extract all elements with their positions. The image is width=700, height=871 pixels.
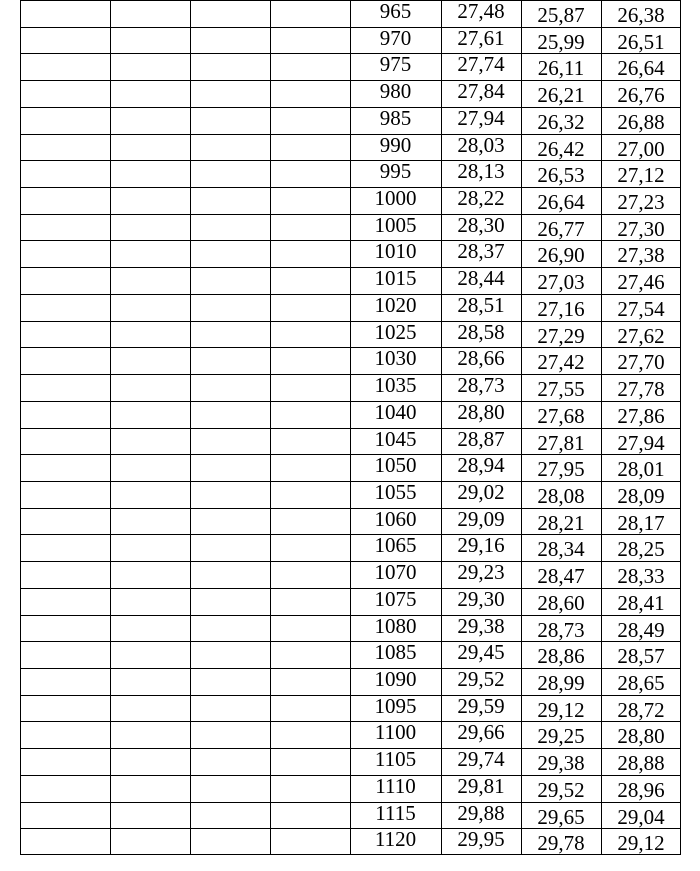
table-cell: 26,88 bbox=[617, 109, 665, 134]
table-cell: 26,77 bbox=[537, 216, 585, 241]
table-cell: 29,23 bbox=[457, 560, 505, 585]
table-cell: 27,61 bbox=[457, 25, 505, 50]
table-cell: 28,94 bbox=[457, 453, 505, 478]
table-cell: 1035 bbox=[374, 373, 417, 398]
table-cell: 28,34 bbox=[537, 537, 585, 562]
table-cell: 29,88 bbox=[457, 800, 505, 825]
table-cell: 995 bbox=[379, 159, 412, 184]
table-cell: 27,62 bbox=[617, 323, 665, 348]
table-cell: 28,72 bbox=[617, 697, 665, 722]
table-cell: 28,47 bbox=[537, 564, 585, 589]
table-cell: 29,30 bbox=[457, 586, 505, 611]
table-cell: 29,66 bbox=[457, 720, 505, 745]
table-cell: 27,03 bbox=[537, 270, 585, 295]
table-cell: 28,13 bbox=[457, 159, 505, 184]
table-cell: 1005 bbox=[374, 212, 417, 237]
table-cell: 26,11 bbox=[537, 56, 585, 81]
table-cell: 28,87 bbox=[457, 426, 505, 451]
table-cell: 1060 bbox=[374, 506, 417, 531]
table-row bbox=[20, 347, 681, 374]
table-cell: 27,55 bbox=[537, 377, 585, 402]
table-cell: 1045 bbox=[374, 426, 417, 451]
table-cell: 27,29 bbox=[537, 323, 585, 348]
table-cell: 28,80 bbox=[457, 399, 505, 424]
table-cell: 985 bbox=[379, 105, 412, 130]
table-row bbox=[20, 160, 681, 187]
table-cell: 29,38 bbox=[457, 613, 505, 638]
table-row bbox=[20, 561, 681, 588]
table-cell: 28,60 bbox=[537, 590, 585, 615]
table-row bbox=[20, 481, 681, 508]
table-cell: 27,30 bbox=[617, 216, 665, 241]
table-row bbox=[20, 802, 681, 829]
table-cell: 27,94 bbox=[617, 430, 665, 455]
table-cell: 27,81 bbox=[537, 430, 585, 455]
table-row bbox=[20, 615, 681, 642]
table-row bbox=[20, 775, 681, 802]
table-cell: 28,41 bbox=[617, 590, 665, 615]
table-cell: 28,99 bbox=[537, 670, 585, 695]
table-cell: 29,45 bbox=[457, 640, 505, 665]
table-row bbox=[20, 588, 681, 615]
table-cell: 28,51 bbox=[457, 292, 505, 317]
table-cell: 27,00 bbox=[617, 136, 665, 161]
table-cell: 1100 bbox=[374, 720, 417, 745]
table-cell: 27,12 bbox=[617, 163, 665, 188]
table-cell: 1095 bbox=[374, 693, 417, 718]
table-cell: 1030 bbox=[374, 346, 417, 371]
table-row bbox=[20, 294, 681, 321]
table-cell: 27,68 bbox=[537, 403, 585, 428]
table-row bbox=[20, 748, 681, 775]
table-cell: 27,46 bbox=[617, 270, 665, 295]
table-cell: 28,22 bbox=[457, 186, 505, 211]
table-cell: 1085 bbox=[374, 640, 417, 665]
table-cell: 29,59 bbox=[457, 693, 505, 718]
table-cell: 975 bbox=[379, 52, 412, 77]
table-row bbox=[20, 695, 681, 722]
table-cell: 28,08 bbox=[537, 483, 585, 508]
table-cell: 980 bbox=[379, 79, 412, 104]
table-cell: 29,78 bbox=[537, 831, 585, 856]
table-cell: 28,33 bbox=[617, 564, 665, 589]
table-cell: 28,86 bbox=[537, 644, 585, 669]
table-cell: 29,38 bbox=[537, 751, 585, 776]
table-cell: 28,03 bbox=[457, 132, 505, 157]
table-row bbox=[20, 374, 681, 401]
table-cell: 29,12 bbox=[537, 697, 585, 722]
table-row bbox=[20, 428, 681, 455]
table-row bbox=[20, 267, 681, 294]
table-cell: 28,73 bbox=[457, 373, 505, 398]
table-cell: 27,54 bbox=[617, 296, 665, 321]
table-cell: 27,48 bbox=[457, 0, 505, 23]
data-table bbox=[20, 0, 681, 855]
table-cell: 27,95 bbox=[537, 457, 585, 482]
table-cell: 29,65 bbox=[537, 804, 585, 829]
table-row bbox=[20, 454, 681, 481]
table-cell: 29,74 bbox=[457, 747, 505, 772]
table-cell: 990 bbox=[379, 132, 412, 157]
table-cell: 1000 bbox=[374, 186, 417, 211]
table-cell: 29,12 bbox=[617, 831, 665, 856]
table-cell: 26,90 bbox=[537, 243, 585, 268]
table-cell: 28,37 bbox=[457, 239, 505, 264]
table-cell: 27,38 bbox=[617, 243, 665, 268]
table-cell: 29,52 bbox=[537, 777, 585, 802]
table-cell: 26,32 bbox=[537, 109, 585, 134]
table-cell: 28,57 bbox=[617, 644, 665, 669]
table-cell: 1010 bbox=[374, 239, 417, 264]
table-cell: 970 bbox=[379, 25, 412, 50]
table-cell: 29,02 bbox=[457, 479, 505, 504]
table-row bbox=[20, 0, 681, 27]
table-cell: 28,80 bbox=[617, 724, 665, 749]
table-cell: 26,76 bbox=[617, 83, 665, 108]
table-row bbox=[20, 668, 681, 695]
table-cell: 28,25 bbox=[617, 537, 665, 562]
table-cell: 1020 bbox=[374, 292, 417, 317]
table-cell: 26,38 bbox=[617, 3, 665, 27]
table-cell: 1025 bbox=[374, 319, 417, 344]
table-cell: 29,04 bbox=[617, 804, 665, 829]
table-cell: 29,09 bbox=[457, 506, 505, 531]
table-row bbox=[20, 53, 681, 80]
table-cell: 29,81 bbox=[457, 773, 505, 798]
table-cell: 1065 bbox=[374, 533, 417, 558]
table-cell: 28,01 bbox=[617, 457, 665, 482]
table-row bbox=[20, 321, 681, 348]
table-cell: 1075 bbox=[374, 586, 417, 611]
table-cell: 27,70 bbox=[617, 350, 665, 375]
table-cell: 1040 bbox=[374, 399, 417, 424]
table-cell: 1055 bbox=[374, 479, 417, 504]
table-row bbox=[20, 134, 681, 161]
table-cell: 28,49 bbox=[617, 617, 665, 642]
table-cell: 1115 bbox=[375, 800, 416, 825]
table-row bbox=[20, 27, 681, 54]
table-row bbox=[20, 240, 681, 267]
table-cell: 27,16 bbox=[537, 296, 585, 321]
table-row bbox=[20, 107, 681, 134]
table-row bbox=[20, 80, 681, 107]
table-cell: 27,94 bbox=[457, 105, 505, 130]
table-cell: 29,52 bbox=[457, 666, 505, 691]
table-cell: 26,53 bbox=[537, 163, 585, 188]
table-cell: 965 bbox=[379, 0, 412, 23]
table-cell: 26,64 bbox=[617, 56, 665, 81]
table-cell: 27,86 bbox=[617, 403, 665, 428]
table-cell: 29,16 bbox=[457, 533, 505, 558]
table-row bbox=[20, 214, 681, 241]
table-cell: 27,23 bbox=[617, 190, 665, 215]
table-cell: 27,84 bbox=[457, 79, 505, 104]
table-cell: 25,87 bbox=[537, 3, 585, 27]
table-cell: 1090 bbox=[374, 666, 417, 691]
table-cell: 28,73 bbox=[537, 617, 585, 642]
table-cell: 26,42 bbox=[537, 136, 585, 161]
table-cell: 28,65 bbox=[617, 670, 665, 695]
table-cell: 27,74 bbox=[457, 52, 505, 77]
table-cell: 1080 bbox=[374, 613, 417, 638]
table-row bbox=[20, 508, 681, 535]
table-cell: 26,64 bbox=[537, 190, 585, 215]
table-cell: 29,95 bbox=[457, 827, 505, 852]
table-row bbox=[20, 641, 681, 668]
table-cell: 28,17 bbox=[617, 510, 665, 535]
table-cell: 1050 bbox=[374, 453, 417, 478]
table-cell: 28,66 bbox=[457, 346, 505, 371]
table-cell: 28,88 bbox=[617, 751, 665, 776]
table-cell: 26,21 bbox=[537, 83, 585, 108]
table-cell: 27,42 bbox=[537, 350, 585, 375]
table-row bbox=[20, 721, 681, 748]
table-cell: 26,51 bbox=[617, 29, 665, 54]
table-cell: 1120 bbox=[374, 827, 417, 852]
table-row bbox=[20, 828, 681, 855]
table-cell: 28,58 bbox=[457, 319, 505, 344]
table-cell: 29,25 bbox=[537, 724, 585, 749]
table-row bbox=[20, 401, 681, 428]
table-cell: 28,21 bbox=[537, 510, 585, 535]
table-cell: 1110 bbox=[375, 773, 416, 798]
table-row bbox=[20, 187, 681, 214]
table-cell: 28,96 bbox=[617, 777, 665, 802]
table-cell: 28,44 bbox=[457, 266, 505, 291]
table-cell: 1015 bbox=[374, 266, 417, 291]
table-cell: 25,99 bbox=[537, 29, 585, 54]
table-cell: 1105 bbox=[374, 747, 417, 772]
table-cell: 27,78 bbox=[617, 377, 665, 402]
table-cell: 28,30 bbox=[457, 212, 505, 237]
table-cell: 1070 bbox=[374, 560, 417, 585]
table-row bbox=[20, 534, 681, 561]
table-cell: 28,09 bbox=[617, 483, 665, 508]
